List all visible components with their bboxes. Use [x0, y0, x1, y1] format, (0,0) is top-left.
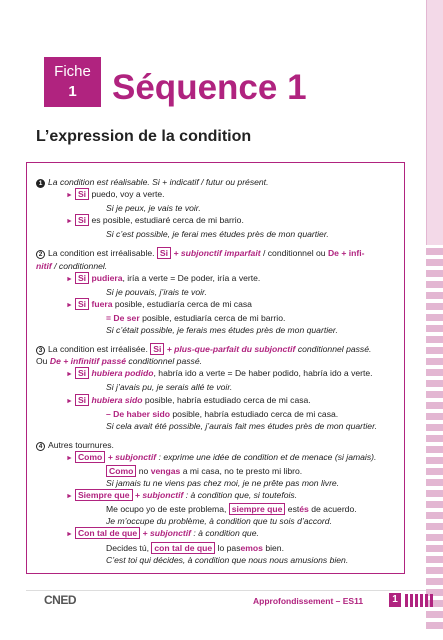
s3-ex2-text: posible, habría estudiado cerca de mi casa. — [142, 394, 311, 405]
translation: Si je pouvais, j’irais te voir. — [106, 286, 207, 297]
fiche-number: 1 — [68, 83, 77, 100]
translation: Si je peux, je vais te voir. — [106, 203, 201, 214]
s2-ex2-eq — [36, 312, 404, 324]
s2-ex2-text: posible, estudiaría cerca de mi casa — [112, 298, 252, 309]
como-tr — [36, 477, 404, 489]
arrow-icon: ► — [66, 218, 73, 226]
verb: emos — [240, 542, 263, 553]
s3-ex2 — [36, 394, 404, 408]
s2-d: De + infi- — [327, 248, 365, 259]
ex-mid: est — [285, 504, 300, 515]
section-title: L’expression de la condition — [36, 128, 252, 145]
ex-pre: no — [136, 465, 151, 476]
si-box: Si — [157, 247, 171, 259]
content — [36, 176, 404, 566]
equivalent-rest: posible, habría estudiado cerca de mi casa. — [170, 408, 339, 419]
ex-rest: a mi casa, no te presto mi libro. — [180, 465, 303, 476]
fiche-badge — [44, 57, 101, 107]
sq-desc: : à condition que, si toutefois. — [183, 490, 298, 501]
s4-head — [36, 439, 404, 451]
ctq-tr — [36, 554, 404, 566]
arrow-icon: ► — [66, 371, 73, 379]
decor-strip — [426, 0, 443, 245]
con-tal-de-que-box: Con tal de que — [75, 527, 140, 539]
s2-head — [36, 247, 404, 259]
s4-head-text: Autres tournures. — [48, 439, 114, 450]
translation: Si c’était possible, je ferais mes études près de mon quartier. — [106, 325, 338, 336]
s3-head — [36, 343, 404, 355]
equivalent: – De haber sido — [106, 408, 170, 419]
s2-ex2 — [36, 298, 404, 312]
cned-logo: CNED — [44, 593, 77, 607]
s3-ex1-text: , habría ido a verte = De haber podido, habría ido a verte. — [153, 368, 373, 379]
number-badge: 3 — [36, 346, 45, 355]
s3-head2 — [36, 355, 404, 367]
arrow-icon: ► — [66, 531, 73, 539]
s2-c: / conditionnel ou — [262, 248, 326, 259]
page-number: 1 — [389, 593, 401, 607]
translation: Si c’est possible, je ferai mes études près de mon quartier. — [106, 229, 329, 240]
si-box: Si — [75, 367, 89, 379]
arrow-icon: ► — [66, 275, 73, 283]
arrow-icon: ► — [66, 397, 73, 405]
s1-ex2-tr — [36, 228, 404, 240]
number-badge: 4 — [36, 442, 45, 451]
arrow-icon: ► — [66, 493, 73, 501]
si-box: Si — [75, 298, 89, 310]
arrow-icon: ► — [66, 301, 73, 309]
s1-head-text: La condition est réalisable. Si + indicatif / futur ou présent. — [48, 177, 269, 187]
sq-rule — [36, 489, 404, 503]
como-rule — [36, 451, 404, 465]
footer-divider — [26, 590, 426, 591]
decor-line — [426, 0, 427, 245]
s2-b: + subjonctif imparfait — [173, 248, 261, 259]
siempre-que-box: siempre que — [229, 503, 286, 515]
si-box: Si — [75, 272, 89, 284]
translation: Si jamais tu ne viens pas chez moi, je ne prête pas mon livre. — [106, 478, 340, 489]
subj: + subjonctif — [107, 451, 157, 462]
footer-text: Approfondissement – ES11 — [253, 596, 364, 606]
ex-rest: bien. — [262, 542, 284, 553]
translation: C’est toi qui décides, à condition que nous nous amusions bien. — [106, 554, 349, 565]
page-title: Séquence 1 — [112, 68, 307, 107]
decor-stripes — [426, 248, 443, 633]
translation: Si j’avais pu, je serais allé te voir. — [106, 382, 233, 393]
ex-pre: Me ocupo yo de este problema, — [106, 504, 229, 515]
sq-tr — [36, 515, 404, 527]
ex-pre: Decides tú, — [106, 542, 152, 553]
si-box: Si — [75, 188, 89, 200]
arrow-icon: ► — [66, 454, 73, 462]
verb: hubiera sido — [91, 394, 143, 405]
translation: Si cela avait été possible, j’aurais fait mes études près de mon quartier. — [106, 420, 378, 431]
translation: Je m’occupe du problème, à condition que tu sois d’accord. — [106, 516, 332, 527]
como-box: Como — [75, 451, 105, 463]
s3-ex1-tr — [36, 381, 404, 393]
si-box: Si — [75, 214, 89, 226]
subj: + subjonctif — [134, 490, 184, 501]
s1-ex1 — [36, 188, 404, 202]
s2-a: La condition est irréalisable. — [48, 248, 155, 259]
verb: hubiera podido — [91, 368, 154, 379]
fiche-word: Fiche — [54, 63, 91, 80]
s2-f: / conditionnel. — [54, 260, 108, 271]
footer-stripes — [405, 594, 435, 612]
s1-head — [36, 176, 404, 188]
number-badge: 2 — [36, 250, 45, 259]
como-box: Como — [106, 465, 136, 477]
como-desc: : exprime une idée de condition et de menace (si jamais). — [156, 451, 377, 462]
ctq-ex — [36, 542, 404, 554]
equivalent-rest: posible, estudiaría cerca de mi barrio. — [139, 312, 286, 323]
si-box: Si — [150, 343, 164, 355]
s3-ex2-tr — [36, 420, 404, 432]
subj: + subjonctif — [142, 528, 192, 539]
s3-ex2-eq — [36, 408, 404, 420]
s2-head2 — [36, 260, 404, 272]
arrow-icon: ► — [66, 192, 73, 200]
ex-mid: lo pas — [215, 542, 241, 553]
s3-a: La condition est irréalisée. — [48, 344, 148, 355]
con-tal-de-que-box: con tal de que — [151, 542, 215, 554]
number-badge: 1 — [36, 179, 45, 188]
s1-ex1-text: puedo, voy a verte. — [91, 189, 165, 200]
s1-ex2-text: es posible, estudiaré cerca de mi barrio. — [91, 215, 244, 226]
s2-ex2-tr — [36, 324, 404, 336]
como-ex — [36, 465, 404, 477]
ctq-rule — [36, 527, 404, 541]
s2-ex1 — [36, 272, 404, 286]
s3-d: Ou — [36, 356, 48, 367]
ex-rest: de acuerdo. — [308, 504, 357, 515]
verb: vengas — [150, 465, 181, 476]
si-box: Si — [75, 394, 89, 406]
s2-ex1-text: , iría a verte = De poder, iría a verte. — [122, 272, 261, 283]
ctq-desc: : à condition que. — [191, 528, 259, 539]
s3-e: De + infinitif passé — [49, 356, 127, 367]
siempre-que-box: Siempre que — [75, 489, 133, 501]
equivalent: = De ser — [106, 312, 140, 323]
s1-ex1-tr — [36, 202, 404, 214]
s2-e: nitif — [36, 260, 52, 271]
verb: és — [299, 504, 309, 515]
s3-ex1 — [36, 367, 404, 381]
s3-b: + plus-que-parfait du subjonctif — [166, 344, 296, 355]
s1-ex2 — [36, 214, 404, 228]
s3-c: conditionnel passé. — [297, 344, 372, 355]
verb: pudiera — [91, 272, 123, 283]
s3-f: conditionnel passé. — [128, 356, 202, 367]
verb: fuera — [91, 298, 113, 309]
sq-ex — [36, 503, 404, 515]
s2-ex1-tr — [36, 286, 404, 298]
